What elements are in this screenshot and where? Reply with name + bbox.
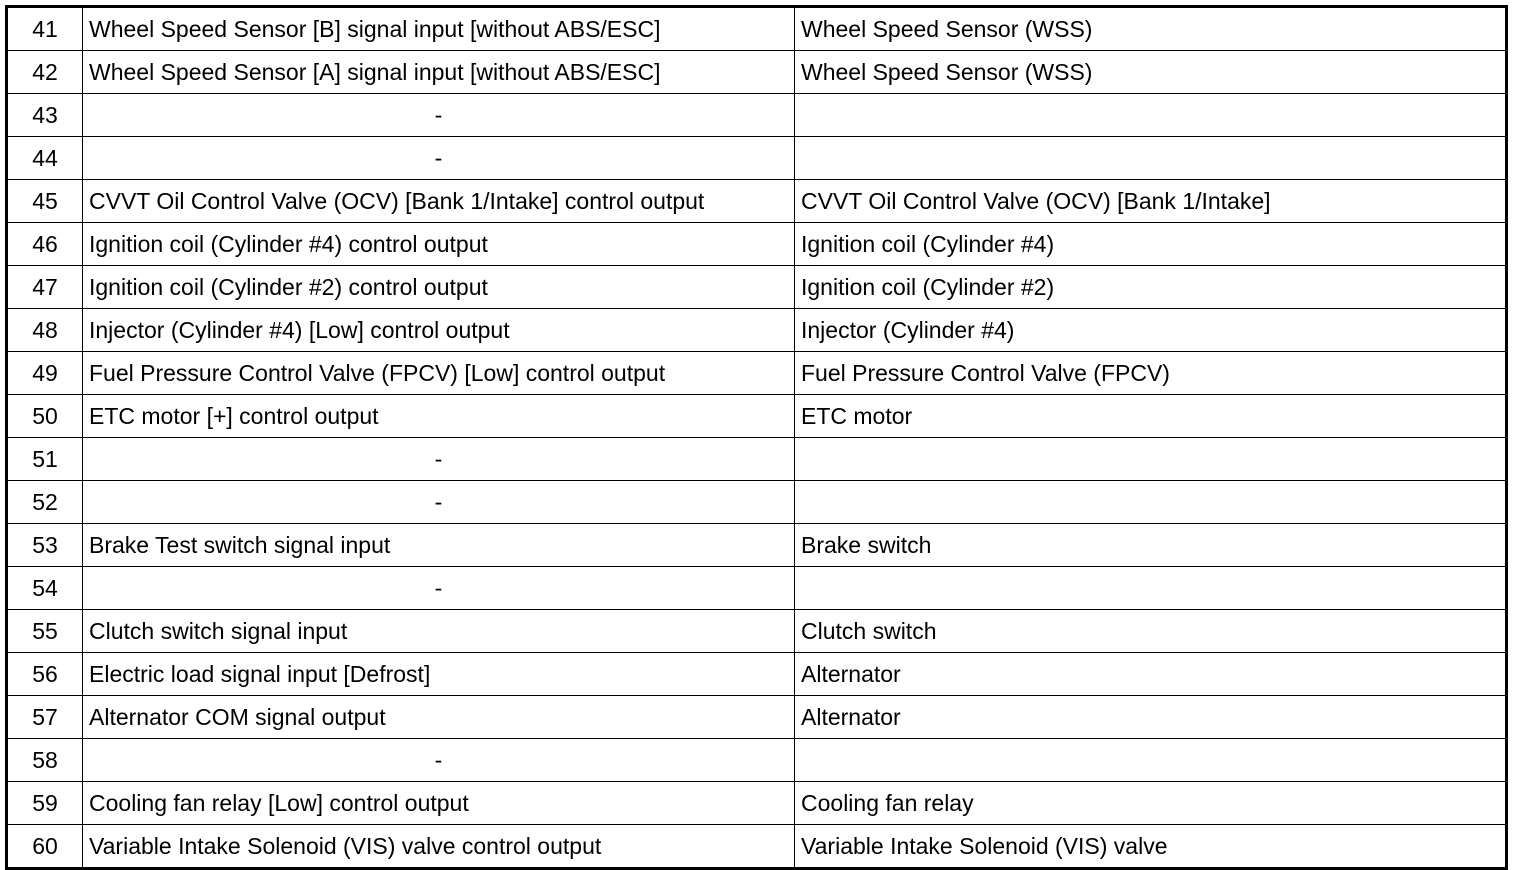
connected-component-cell: Ignition coil (Cylinder #2) [795,266,1507,309]
table-row [7,180,1507,223]
description-cell: - [83,94,795,137]
pin-number-cell: 55 [7,610,83,653]
pin-number-cell: 60 [7,825,83,869]
description-cell: - [83,137,795,180]
pin-number-cell: 45 [7,180,83,223]
table-row [7,696,1507,739]
pin-number-cell: 51 [7,438,83,481]
connected-component-cell: Cooling fan relay [795,782,1507,825]
connected-component-cell: Alternator [795,653,1507,696]
description-cell: - [83,739,795,782]
connected-component-cell: CVVT Oil Control Valve (OCV) [Bank 1/Intake] [795,180,1507,223]
table-row [7,438,1507,481]
description-cell: - [83,481,795,524]
description-cell: Wheel Speed Sensor [A] signal input [without ABS/ESC] [83,51,795,94]
description-cell: Ignition coil (Cylinder #2) control output [83,266,795,309]
table-row [7,309,1507,352]
connected-component-cell: Wheel Speed Sensor (WSS) [795,7,1507,51]
table-row [7,223,1507,266]
description-cell: - [83,567,795,610]
pin-number-cell: 57 [7,696,83,739]
description-cell: Cooling fan relay [Low] control output [83,782,795,825]
table-row [7,567,1507,610]
pin-number-cell: 48 [7,309,83,352]
pin-number-cell: 53 [7,524,83,567]
pin-description-table [5,5,1508,870]
table-row [7,782,1507,825]
table-row [7,610,1507,653]
pin-number-cell: 58 [7,739,83,782]
pin-number-cell: 54 [7,567,83,610]
table-row [7,7,1507,51]
table-row [7,739,1507,782]
pin-number-cell: 47 [7,266,83,309]
pin-number-cell: 46 [7,223,83,266]
description-cell: Brake Test switch signal input [83,524,795,567]
connected-component-cell: ETC motor [795,395,1507,438]
table-body [7,7,1507,869]
pin-number-cell: 49 [7,352,83,395]
table-row [7,94,1507,137]
connected-component-cell: Fuel Pressure Control Valve (FPCV) [795,352,1507,395]
pin-number-cell: 43 [7,94,83,137]
description-cell: Ignition coil (Cylinder #4) control output [83,223,795,266]
connected-component-cell: Ignition coil (Cylinder #4) [795,223,1507,266]
description-cell: ETC motor [+] control output [83,395,795,438]
pin-number-cell: 41 [7,7,83,51]
connected-component-cell [795,567,1507,610]
table-row [7,51,1507,94]
description-cell: Injector (Cylinder #4) [Low] control output [83,309,795,352]
table-row [7,352,1507,395]
description-cell: Clutch switch signal input [83,610,795,653]
pin-number-cell: 59 [7,782,83,825]
description-cell: Wheel Speed Sensor [B] signal input [without ABS/ESC] [83,7,795,51]
description-cell: CVVT Oil Control Valve (OCV) [Bank 1/Intake] control output [83,180,795,223]
table-row [7,481,1507,524]
connected-component-cell: Alternator [795,696,1507,739]
table-row [7,395,1507,438]
connected-component-cell [795,94,1507,137]
connected-component-cell: Injector (Cylinder #4) [795,309,1507,352]
pin-number-cell: 52 [7,481,83,524]
connected-component-cell: Clutch switch [795,610,1507,653]
connected-component-cell: Variable Intake Solenoid (VIS) valve [795,825,1507,869]
connected-component-cell: Brake switch [795,524,1507,567]
table-row [7,137,1507,180]
description-cell: Variable Intake Solenoid (VIS) valve control output [83,825,795,869]
description-cell: Alternator COM signal output [83,696,795,739]
connected-component-cell [795,137,1507,180]
connected-component-cell [795,481,1507,524]
connected-component-cell: Wheel Speed Sensor (WSS) [795,51,1507,94]
connected-component-cell [795,739,1507,782]
table-row [7,524,1507,567]
pin-number-cell: 50 [7,395,83,438]
table-row [7,825,1507,869]
table-row [7,653,1507,696]
description-cell: - [83,438,795,481]
pin-number-cell: 44 [7,137,83,180]
pin-number-cell: 56 [7,653,83,696]
description-cell: Fuel Pressure Control Valve (FPCV) [Low] control output [83,352,795,395]
table-row [7,266,1507,309]
pin-number-cell: 42 [7,51,83,94]
description-cell: Electric load signal input [Defrost] [83,653,795,696]
connected-component-cell [795,438,1507,481]
